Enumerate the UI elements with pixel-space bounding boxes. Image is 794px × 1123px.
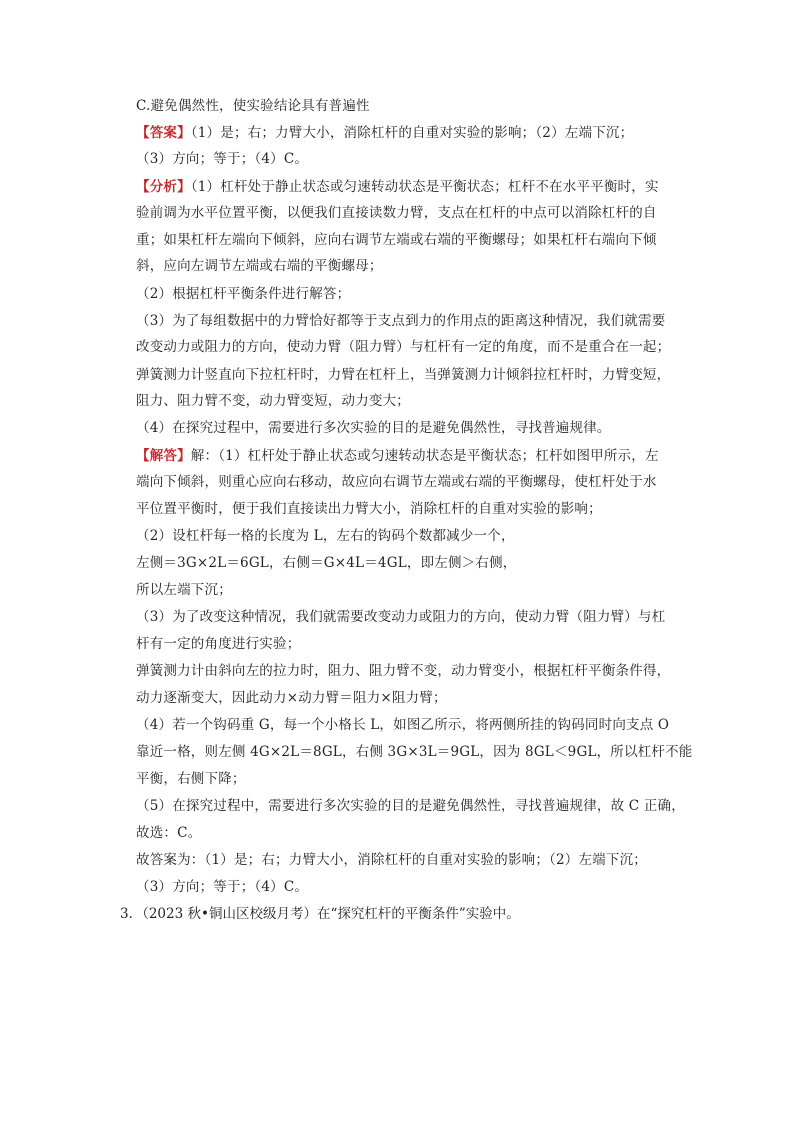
- solution-tag: 【解答】: [136, 448, 191, 464]
- solution-line: 弹簧测力计由斜向左的拉力时，阻力、阻力臂不变，动力臂变小，根据杠杆平衡条件得，: [136, 663, 671, 679]
- analysis-line: （2）根据杠杆平衡条件进行解答；: [136, 286, 351, 302]
- solution-line: （4）若一个钩码重 G，每一个小格长 L，如图乙所示，将两侧所挂的钩码同时向支点 O: [136, 717, 670, 733]
- analysis-line: 重；如果杠杆左端向下倾斜，应向右调节左端或右端的平衡螺母；如果杠杆右端向下倾: [136, 232, 657, 248]
- analysis-line: 改变动力或阻力的方向，使动力臂（阻力臂）与杠杆有一定的角度，而不是重合在一起；: [136, 339, 671, 355]
- solution-line: 端向下倾斜，则重心应向右移动，故应向右调节左端或右端的平衡螺母，使杠杆处于水: [136, 474, 657, 490]
- analysis-line: 验前调为水平位置平衡，以便我们直接读数力臂，支点在杠杆的中点可以消除杠杆的自: [136, 205, 657, 221]
- final-answer-line: （3）方向；等于；（4）C。: [136, 879, 309, 895]
- solution-line: 平位置平衡时，便于我们直接读出力臂大小，消除杠杆的自重对实验的影响；: [136, 501, 602, 517]
- solution-line: （3）为了改变这种情况，我们就需要改变动力或阻力的方向，使动力臂（阻力臂）与杠: [136, 609, 666, 625]
- analysis-line: （4）在探究过程中，需要进行多次实验的目的是避免偶然性，寻找普遍规律。: [136, 420, 611, 436]
- solution-line: 靠近一格，则左侧 4G×2L＝8GL，右侧 3G×3L＝9GL，因为 8GL＜9GL，所以杠杆不能: [136, 744, 693, 760]
- analysis-line: 斜，应向左调节左端或右端的平衡螺母；: [136, 258, 383, 274]
- solution-line: （5）在探究过程中，需要进行多次实验的目的是避免偶然性，寻找普遍规律，故 C 正确，: [136, 798, 685, 814]
- analysis-tag: 【分析】: [136, 179, 191, 195]
- final-answer-line: 故答案为：（1）是；右；力臂大小，消除杠杆的自重对实验的影响；（2）左端下沉；: [136, 852, 647, 868]
- answer-line: 【答案】（1）是；右；力臂大小，消除杠杆的自重对实验的影响；（2）左端下沉；: [136, 125, 634, 141]
- solution-line: 所以左端下沉；: [136, 582, 232, 598]
- solution-line: （2）设杠杆每一格的长度为 L，左右的钩码个数都减少一个，: [136, 528, 515, 544]
- analysis-line: （3）为了每组数据中的力臂恰好都等于支点到力的作用点的距离这种情况，我们就需要: [136, 313, 666, 329]
- question-number: 3．: [120, 906, 143, 922]
- analysis-line: 弹簧测力计竖直向下拉杠杆时，力臂在杠杆上，当弹簧测力计倾斜拉杠杆时，力臂变短，: [136, 367, 671, 383]
- answer-line: （3）方向；等于；（4）C。: [136, 151, 309, 167]
- solution-line: 动力逐渐变大，因此动力×动力臂＝阻力×阻力臂；: [136, 690, 447, 706]
- solution-line: 【解答】解：（1）杠杆处于静止状态或匀速转动状态是平衡状态；杠杆如图甲所示，左: [136, 448, 659, 464]
- analysis-line: 【分析】（1）杠杆处于静止状态或匀速转动状态是平衡状态；杠杆不在水平平衡时，实: [136, 179, 659, 195]
- answer-tag: 【答案】: [136, 125, 191, 141]
- question-3: [120, 904, 520, 924]
- analysis-line: 阻力、阻力臂不变，动力臂变短，动力变大；: [136, 393, 410, 409]
- solution-line: 杆有一定的角度进行实验；: [136, 636, 301, 652]
- solution-line: 平衡，右侧下降；: [136, 771, 246, 787]
- solution-line: 故选：C。: [136, 825, 202, 841]
- solution-line: 左侧＝3G×2L＝6GL，右侧＝G×4L＝4GL，即左侧＞右侧，: [136, 555, 517, 571]
- option-c: C.避免偶然性，使实验结论具有普遍性: [136, 98, 370, 114]
- question-text: （2023 秋•铜山区校级月考）在“探究杠杆的平衡条件”实验中。: [142, 906, 520, 922]
